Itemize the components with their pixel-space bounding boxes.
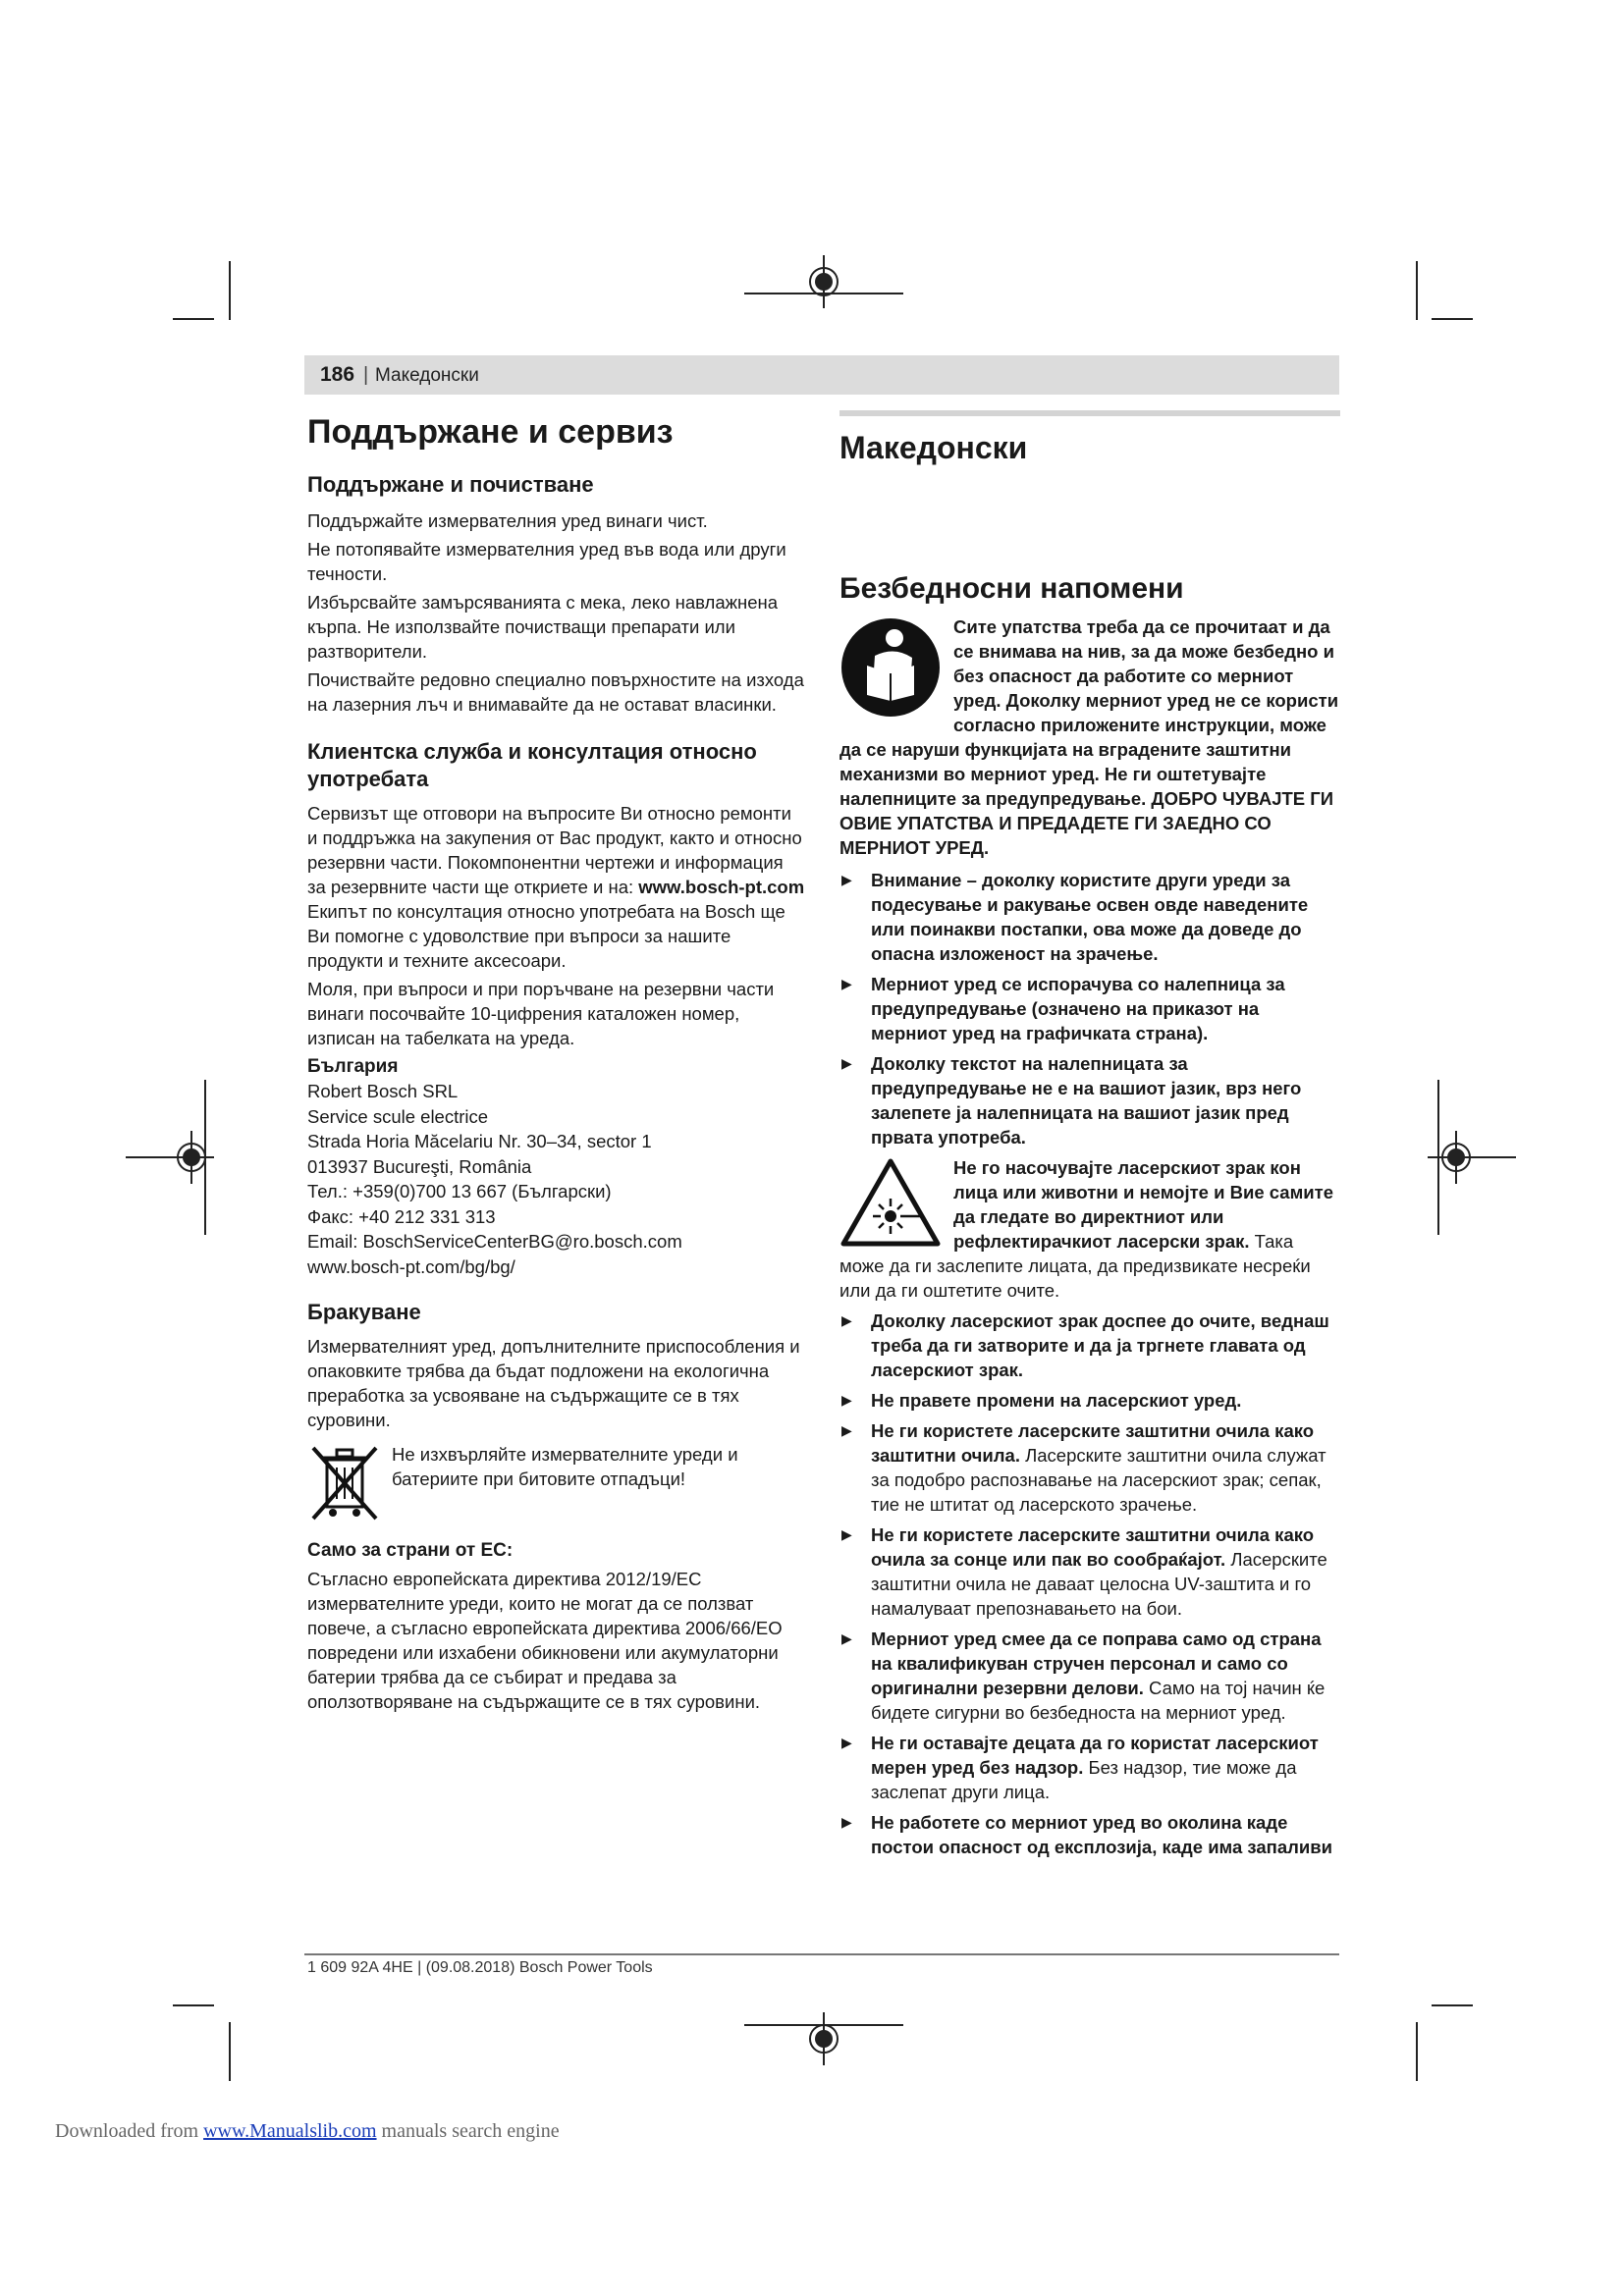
address-line: Service scule electrice [307, 1105, 489, 1127]
laser-warning-icon [839, 1157, 942, 1248]
disposal-heading: Бракуване [307, 1300, 421, 1324]
address-line: www.bosch-pt.com/bg/bg/ [307, 1255, 515, 1277]
bullet-icon: ▶ [841, 1630, 852, 1646]
crop-mark [229, 261, 231, 320]
eu-heading: Само за страни от ЕС: [307, 1540, 514, 1561]
paragraph: Почиствайте редовно специално повърхностите на изхода на лазерния лъч и внимавайте да не остават власинки. [307, 669, 804, 715]
safety-intro [839, 614, 1340, 860]
right-column [839, 412, 1340, 1859]
bullet-icon: ▶ [841, 976, 852, 991]
address-line: Email: BoschServiceCenterBG@ro.bosch.com [307, 1231, 682, 1252]
bullet-icon: ▶ [841, 1392, 852, 1408]
header-language: Македонски [375, 365, 479, 386]
paragraph: Сервизът ще отговори на въпросите Ви относно ремонти и поддръжка на закупения от Вас продукт, както и относно резервни части. Покомпонентни чертежи и информация за резервните части ще откриете и на: www.bosch-pt.com [307, 803, 805, 897]
page-number: 186 [320, 363, 355, 386]
safety-bullet: ▶ Не ги користете ласерските заштитни очила како очила за сонце или пак во сообраќајот. Ласерските заштитни очила не даваат целосна UV-заштита и го намалуваат препознавањето на бои. [841, 1524, 1327, 1619]
footer-text: 1 609 92A 4HE | (09.08.2018) Bosch Power Tools [307, 1959, 653, 1976]
crossed-bin-icon [307, 1442, 382, 1522]
section-title: Поддържане и сервиз [307, 413, 674, 451]
left-column [307, 412, 805, 1714]
paragraph: Поддържайте измервателния уред винаги чист. [307, 510, 708, 531]
crop-mark [1432, 318, 1473, 320]
paragraph: Съгласно европейската директива 2012/19/ЕС измервателните уреди, които не могат да се ползват повече, а съгласно европейската директива 2006/66/ЕО повредени или изхабени обикновени или акумулаторни батерии трябва да се събират и предава за оползотворяване на съдържащите се в тях суровини. [307, 1569, 783, 1712]
bullet-icon: ▶ [841, 1526, 852, 1542]
address-line: Тел.: +359(0)700 13 667 (Български) [307, 1181, 612, 1201]
address-line: Факс: +40 212 331 313 [307, 1205, 496, 1227]
paragraph: Избърсвайте замърсяванията с мека, леко навлажнена кърпа. Не използвайте почистващи препарати или разтворители. [307, 592, 779, 662]
crop-mark [1416, 261, 1418, 320]
paragraph: Екипът по консултация относно употребата на Bosch ще Ви помогне с удоволствие при въпроси за нашите продукти и техните аксесоари. [307, 901, 785, 971]
paragraph: Моля, при въпроси и при поръчване на резервни части винаги посочвайте 10-цифрения каталожен номер, изписан на табелката на уреда. [307, 979, 775, 1048]
safety-bullet: ▶ Не ги оставајте децата да го користат ласерскиот мерен уред без надзор. Без надзор, тие може да заслепат други лица. [841, 1733, 1319, 1802]
bullet-icon: ▶ [841, 1814, 852, 1830]
bullet-icon: ▶ [841, 1055, 852, 1071]
registration-mark-icon [809, 2024, 839, 2054]
laser-warning-text: Не го насочувајте ласерскиот зрак кон лица или животни и немојте и Вие самите да гледате во директниот или рефлектирачкиот ласерски зрак. Така може да ги заслепите лицата, да предизвикате несреќи или да ги оштетите очите. [839, 1157, 1333, 1301]
footer-rule [304, 1953, 1339, 1955]
bullet-icon: ▶ [841, 1735, 852, 1750]
paragraph: Измервателният уред, допълнителните приспособления и опаковките трябва да бъдат подложени на екологична преработка за усвояване на съдържащите се в тях суровини. [307, 1336, 800, 1430]
paragraph: Не потопявайте измервателния уред във вода или други течности. [307, 539, 786, 584]
header-separator: | [363, 364, 369, 386]
crop-mark [1432, 2004, 1473, 2006]
safety-bullet: ▶ Внимание – доколку користите други уреди за подесување и ракување освен овде наведените или поинакви постапки, ова може да доведе до опасна изложеност на зрачење. [841, 870, 1309, 964]
registration-mark-icon [177, 1143, 206, 1172]
registration-mark-icon [809, 267, 839, 296]
safety-bullet: ▶ Не ги користете ласерските заштитни очила како заштитни очила. Ласерските заштитни очила служат за подобро распознавање на ласерскиот зрак; сепак, тие не штитат од ласерското зрачење. [841, 1420, 1326, 1515]
safety-bullet: ▶ Мерниот уред смее да се поправа само од страна на квалификуван стручен персонал и само со оригинални резервни делови. Само на тој начин ќе бидете сигурни во безбедноста на мерниот уред. [841, 1629, 1326, 1723]
crop-mark [173, 2004, 214, 2006]
manualslib-link[interactable]: www.Manualslib.com [203, 2120, 377, 2142]
registration-mark-icon [1441, 1143, 1471, 1172]
service-heading: Клиентска служба и консултация относно употребата [307, 739, 757, 791]
address-line: Strada Horia Măcelariu Nr. 30–34, sector 1 [307, 1131, 652, 1151]
disposal-bin-text: Не изхвърляйте измервателните уреди и батериите при битовите отпадъци! [392, 1444, 738, 1489]
crop-mark [229, 2022, 231, 2081]
maintenance-heading: Поддържане и почистване [307, 472, 594, 497]
safety-bullet: ▶ Доколку ласерскиот зрак доспее до очите, веднаш треба да ги затворите и да ја тргнете главата од ласерскиот зрак. [841, 1310, 1329, 1380]
laser-warning [839, 1155, 1340, 1303]
safety-bullet: ▶ Не правете промени на ласерскиот уред. [841, 1390, 1242, 1411]
safety-bullet: ▶ Доколку текстот на налепницата за предупредување не е на вашиот јазик, врз него залепете ја налепницата на вашиот јазик пред првата употреба. [841, 1053, 1302, 1148]
address-block [307, 1079, 805, 1279]
disposal-note [307, 1442, 805, 1522]
service-link[interactable]: www.bosch-pt.com [638, 877, 805, 897]
crop-mark [173, 318, 214, 320]
download-notice: Downloaded from www.Manualslib.com manuals search engine [55, 2120, 560, 2142]
read-manual-icon [839, 616, 942, 719]
language-title: Македонски [839, 430, 1028, 465]
safety-heading: Безбедносни напомени [839, 572, 1184, 605]
address-line: 013937 Bucureşti, România [307, 1155, 532, 1177]
bullet-icon: ▶ [841, 1312, 852, 1328]
safety-bullet: ▶ Не работете со мерниот уред во околина каде постои опасност од експлозија, каде има запаливи [841, 1812, 1333, 1857]
bullet-icon: ▶ [841, 872, 852, 887]
bullet-icon: ▶ [841, 1422, 852, 1438]
crop-mark [1416, 2022, 1418, 2081]
country-heading: България [307, 1056, 399, 1077]
safety-bullet: ▶ Мерниот уред се испорачува со налепница за предупредување (означено на приказот на мерниот уред на графичката страна). [841, 974, 1285, 1043]
safety-intro-text: Сите упатства треба да се прочитаат и да се внимава на нив, за да може безбедно и без опасност да работите со мерниот уред. Доколку мерниот уред не се користи согласно приложените инструкции, може да се наруши функцијата на вградените заштитни механизми во мерниот уред. Не ги оштетувајте налепниците за предупредување. ДОБРО ЧУВАЈТЕ ГИ ОВИЕ УПАТСТВА И ПРЕДАДЕТЕ ГИ ЗАЕДНО СО МЕРНИОТ УРЕД. [839, 616, 1339, 858]
address-line: Robert Bosch SRL [307, 1081, 459, 1101]
